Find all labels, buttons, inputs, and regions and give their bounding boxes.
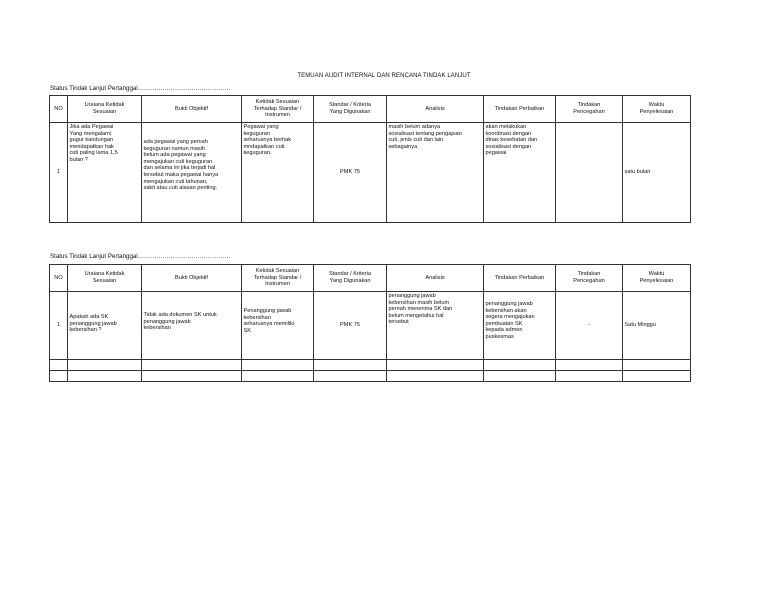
header-no: NO <box>50 96 68 123</box>
status-label-1: Status Tindak Lanjut Pertanggal……………………………………… <box>50 85 231 92</box>
cell-bukti: Tidak ada dokumen SK untuk penanggung jawab kebersihan <box>142 292 242 360</box>
header-uraian: Uraiana Ketidak Sesuaian <box>68 96 142 123</box>
cell-ketidak: Pegawai yang keguguran seharusnya berhak mndapatkan cuti keguguran. <box>242 123 314 223</box>
header-row <box>50 96 691 123</box>
cell-perbaikan: akan melakukan koordinasi dengan dinas kesehatan dan sosialisasi dengan pegawai <box>484 123 556 223</box>
cell-waktu: satu bulan <box>623 123 691 223</box>
cell-bukti: ada pegawai yang pernah keguguran namun masih belum ada pegawai yang mengajukan cuti keguguran dan selama ini jika terjadi hal tersebut maka pegawai hanya mengajukan cuti tahunan, sakit atau cuti alasan penting. <box>142 123 242 223</box>
header-ketidak: Ketidak Sesuaian Terhadap Standar / Instrumen <box>242 96 314 123</box>
header-pencegahan: Tindakan Pencegahan <box>556 265 623 292</box>
cell-analisis: masih belum adanya sosialisasi tentang pengajuan cuti, jenis cuti dan lain sebagainya <box>387 123 484 223</box>
cell-standar: PMK 75 <box>314 123 387 223</box>
header-waktu: Waktu Penyelesaian <box>623 265 691 292</box>
cell-pencegahan: - <box>556 292 623 360</box>
header-row <box>50 265 691 292</box>
cell-uraian: Jika ada Pegawai Yang mengalami gugur kandungan mendapatkan hak cuti paling lama 1,5 bulan ? <box>68 123 142 223</box>
cell-waktu: Satu Minggu <box>623 292 691 360</box>
header-standar: Standar / Kriteria Yang Digunakan <box>314 265 387 292</box>
header-analisis: Analisis <box>387 265 484 292</box>
audit-table-2 <box>49 264 691 382</box>
header-pencegahan: Tindakan Pencegahan <box>556 96 623 123</box>
cell-pencegahan <box>556 123 623 223</box>
table-row <box>50 292 691 360</box>
header-standar: Standar / Kriteria Yang Digunakan <box>314 96 387 123</box>
table-row <box>50 123 691 223</box>
cell-analisis: penanggung jawab kebersihan masih belum pernah menerima SK dan belum mengetahui hal tersebut <box>387 292 484 360</box>
cell-uraian: Apakah ada SK penanggung jawab kebersihan ? <box>68 292 142 360</box>
cell-ketidak: Penanggung jawab kebersihan seharusnya memiliki SK <box>242 292 314 360</box>
cell-no: 1 <box>50 292 68 360</box>
header-uraian: Uraiana Ketidak Sesuaian <box>68 265 142 292</box>
cell-standar: PMK 75 <box>314 292 387 360</box>
document-title: TEMUAN AUDIT INTERNAL DAN RENCANA TINDAK LANJUT <box>297 73 471 79</box>
cell-perbaikan: penanggung jawab kebersihan akan segera mengajukan pembuatan SK kepada admen puskesmas <box>484 292 556 360</box>
blank-row <box>50 360 691 371</box>
audit-table-1 <box>49 95 691 223</box>
header-ketidak: Ketidak Sesuaian Terhadap Standar / Instrumen <box>242 265 314 292</box>
header-perbaikan: Tindakan Perbaikan <box>484 96 556 123</box>
cell-no: 1 <box>50 123 68 223</box>
header-bukti: Bukti Objektif <box>142 265 242 292</box>
header-analisis: Analisis <box>387 96 484 123</box>
status-label-2: Status Tindak Lanjut Pertanggal……………………………………… <box>50 253 231 260</box>
header-bukti: Bukti Objektif <box>142 96 242 123</box>
header-waktu: Waktu Penyelesaian <box>623 96 691 123</box>
header-perbaikan: Tindakan Perbaikan <box>484 265 556 292</box>
blank-row <box>50 371 691 382</box>
header-no: NO <box>50 265 68 292</box>
